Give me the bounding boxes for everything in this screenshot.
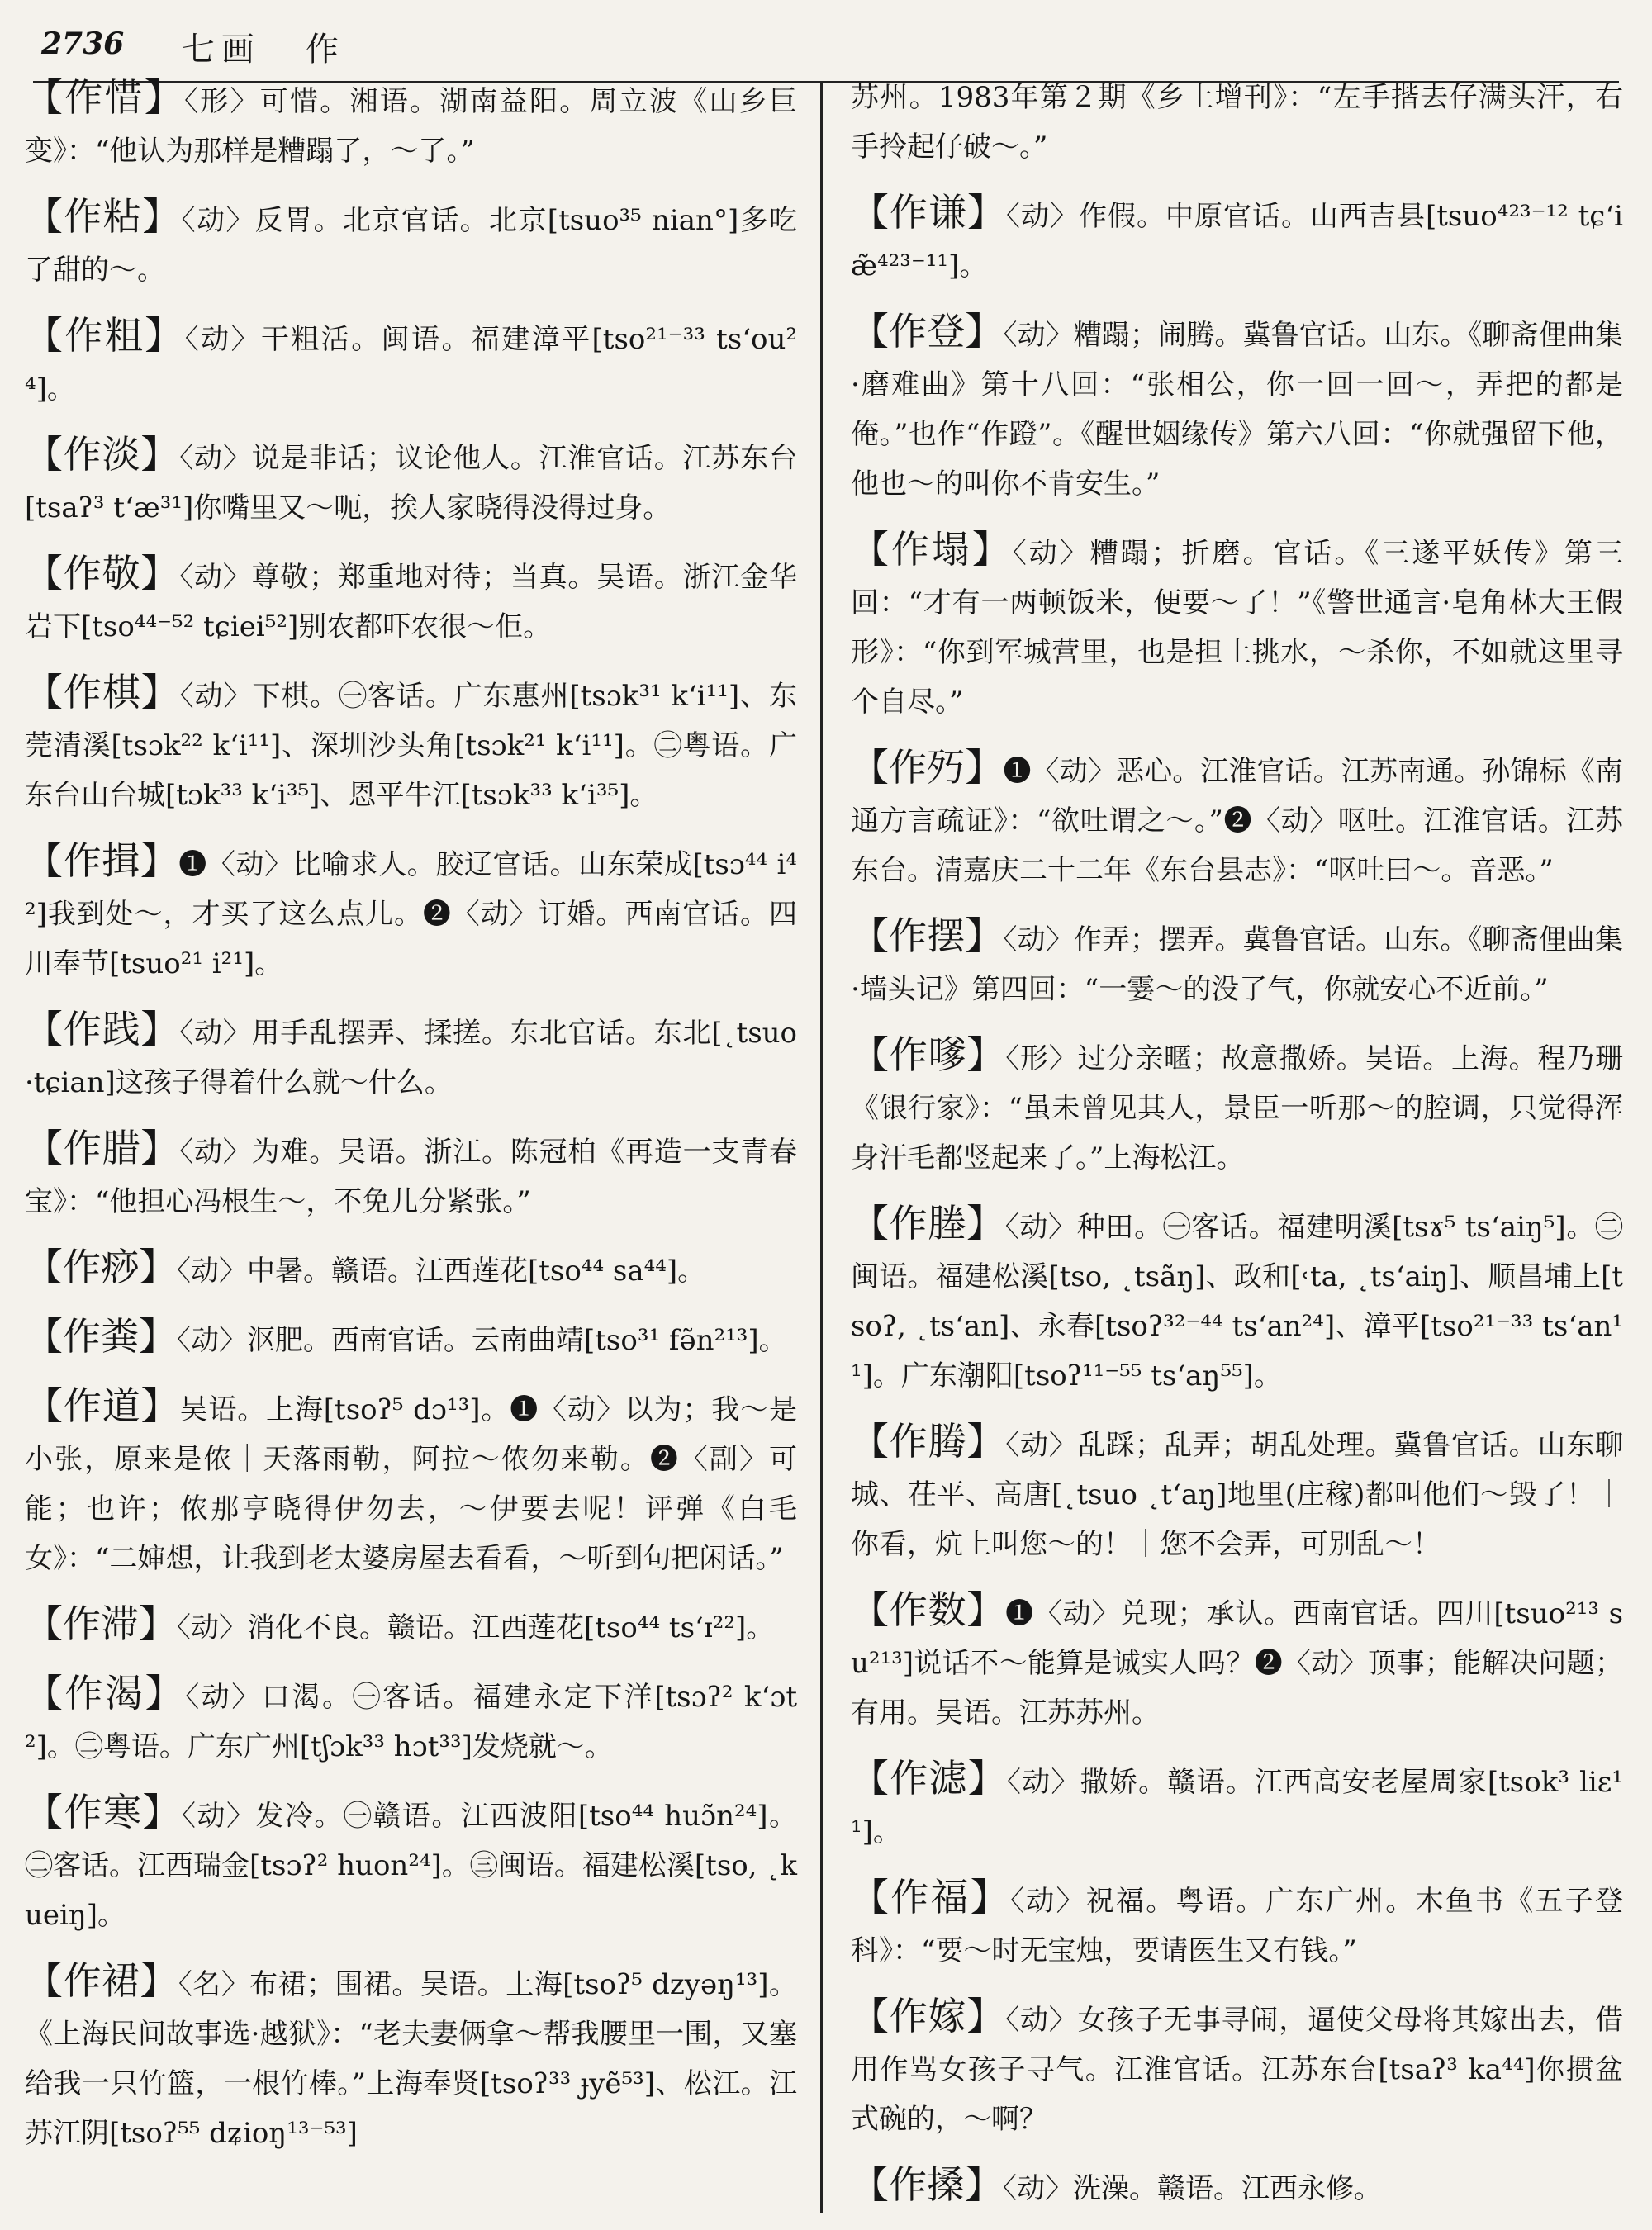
dictionary-entry (851, 306, 1623, 509)
dictionary-entry (25, 1312, 797, 1365)
dictionary-entry (851, 911, 1623, 1014)
dictionary-entry (25, 73, 797, 176)
entry-definition: 〈动〉糟蹋；折磨。官话。《三遂平妖传》第三回：“才有一两顿饭米，便要～了！”《警世通言·皂角林大王假形》：“你到军城营里，也是担土挑水，～杀你，不如就这里寻个自尽。” (851, 537, 1624, 719)
dictionary-entry (25, 1123, 797, 1226)
entry-headword: 【作登】 (851, 309, 1004, 353)
entry-definition: 〈动〉说是非话；议论他人。江淮官话。江苏东台[tsaʔ³ t‘æ³¹]你嘴里又～呃，挨人家晓得没得过身。 (25, 442, 798, 524)
entry-headword: 【作腊】 (25, 1126, 180, 1170)
entry-headword: 【作搡】 (851, 2162, 1003, 2207)
entry-definition: 〈动〉洗澡。赣语。江西永修。 (1003, 2172, 1382, 2205)
entry-headword: 【作福】 (851, 1875, 1010, 1919)
entry-definition: ❶〈动〉恶心。江淮官话。江苏南通。孙锦标《南通方言疏证》：“欲吐谓之～。”❷〈动〉呕吐。江淮官话。江苏东台。清嘉庆二十二年《东台县志》：“呕吐曰～。音恶。” (851, 755, 1624, 887)
entry-headword: 【作谦】 (851, 190, 1006, 235)
dictionary-entry (851, 743, 1623, 895)
entry-definition: 〈动〉女孩子无事寻闹，逼使父母将其嫁出去，借用作骂女孩子寻气。江淮官话。江苏东台[tsaʔ³ ka⁴⁴]你掼盆式碗的，～啊？ (851, 2004, 1624, 2136)
entry-definition: 吴语。上海[tsoʔ⁵ dɔ¹³]。❶〈动〉以为；我～是小张，原来是侬｜天落雨勒，阿拉～侬勿来勒。❷〈副〉可能；也许；侬那亨晓得伊勿去，～伊要去呢！评弹《白毛女》：“二婶想，让我到老太婆房屋去看看，～听到句把闲话。” (25, 1393, 798, 1575)
entry-definition: ❶〈动〉兑现；承认。西南官话。四川[tsuo²¹³ su²¹³]说话不～能算是诚实人吗？❷〈动〉顶事；能解决问题；有用。吴语。江苏苏州。 (851, 1597, 1624, 1729)
entry-definition: 〈动〉撒娇。赣语。江西高安老屋周家[tsok³ liɛ¹¹]。 (851, 1766, 1623, 1848)
dictionary-entry (25, 1668, 797, 1772)
entry-definition: 〈动〉乱踩；乱弄；胡乱处理。冀鲁官话。山东聊城、茌平、高唐[˛tsuo ˛t‘aŋ]地里(庄稼)都叫他们～毁了！｜你看，炕上叫您～的！｜您不会弄，可别乱～！ (851, 1429, 1624, 1561)
entry-definition: 〈动〉作假。中原官话。山西吉县[tsuo⁴²³⁻¹² tɕ‘iæ̃⁴²³⁻¹¹]。 (851, 200, 1623, 282)
dictionary-entry (25, 667, 797, 820)
entry-headword: 【作粪】 (25, 1314, 177, 1359)
entry-definition: 〈动〉下棋。㊀客话。广东惠州[tsɔk³¹ k‘i¹¹]、东莞清溪[tsɔk²² k‘i¹¹]、深圳沙头角[tsɔk²¹ k‘i¹¹]。㊁粤语。广东台山台城[tɔk³³ k‘i³⁵]、恩平牛江[tsɔk³³ k‘i³⁵]。 (25, 680, 797, 812)
entry-definition: 〈形〉可惜。湘语。湖南益阳。周立波《山乡巨变》：“他认为那样是糟蹋了，～了。” (25, 85, 797, 168)
entry-definition: 〈动〉中暑。赣语。江西莲花[tso⁴⁴ sa⁴⁴]。 (177, 1255, 706, 1288)
dictionary-entry (851, 1198, 1623, 1401)
entry-headword: 【作滞】 (25, 1601, 177, 1646)
dictionary-entry (25, 1956, 797, 2158)
entry-headword: 【作滤】 (851, 1756, 1007, 1801)
entry-definition: 〈动〉消化不良。赣语。江西莲花[tso⁴⁴ ts‘ɪ²²]。 (177, 1611, 775, 1644)
entry-definition: 〈动〉为难。吴语。浙江。陈冠柏《再造一支青春宝》：“他担心冯根生～，不免儿分紧张。” (25, 1136, 798, 1218)
dictionary-entry (25, 1004, 797, 1108)
dictionary-entry (25, 1242, 797, 1296)
dictionary-entry (851, 1991, 1623, 2144)
entry-headword: 【作裙】 (25, 1958, 178, 2003)
page-number: 2736 (41, 26, 125, 61)
entry-headword: 【作敬】 (25, 551, 180, 595)
entry-headword: 【作腾】 (851, 1419, 1006, 1464)
section-character: 作 (306, 31, 339, 69)
dictionary-entry (25, 548, 797, 652)
entry-definition: 〈动〉作弄；摆弄。冀鲁官话。山东。《聊斋俚曲集·墙头记》第四回：“一霎～的没了气，你就安心不近前。” (851, 923, 1624, 1006)
dictionary-entry (851, 1872, 1623, 1976)
entry-definition: 〈动〉种田。㊀客话。福建明溪[tsɤ⁵ ts‘aiŋ⁵]。㊁闽语。福建松溪[tso, ˛tsãŋ]、政和[˓ta, ˛ts‘aiŋ]、顺昌埔上[tsoʔ, ˛ts‘an]、永春[tsoʔ³²⁻⁴⁴ ts‘an²⁴]、漳平[tso²¹⁻³³ ts‘an¹¹]。广东潮阳[tsoʔ¹¹⁻⁵⁵ ts‘aŋ⁵⁵]。 (851, 1211, 1624, 1393)
entry-definition: 〈动〉用手乱摆弄、揉搓。东北官话。东北[˛tsuo ·tɕian]这孩子得着什么就～什么。 (25, 1017, 798, 1099)
dictionary-entry (25, 836, 797, 989)
entry-definition: 〈动〉口渴。㊀客话。福建永定下洋[tsɔʔ² k‘ɔt²]。㊁粤语。广东广州[tʃɔk³³ hɔt³³]发烧就～。 (25, 1681, 797, 1763)
dictionary-entry (851, 1753, 1623, 1857)
entry-headword: 【作道】 (25, 1383, 180, 1428)
entry-definition: 〈动〉祝福。粤语。广东广州。木鱼书《五子登科》：“要～时无宝烛，要请医生又冇钱。” (851, 1885, 1623, 1967)
entry-definition: ❶〈动〉比喻求人。胶辽官话。山东荣成[tsɔ⁴⁴ i⁴²]我到处～，才买了这么点儿。❷〈动〉订婚。西南官话。四川奉节[tsuo²¹ i²¹]。 (25, 848, 797, 980)
entry-definition: 〈动〉干粗活。闽语。福建漳平[tso²¹⁻³³ ts‘ou²⁴]。 (25, 323, 798, 406)
continuation-text: 苏州。1983年第２期《乡土增刊》：“左手揩去仔满头汗，右手拎起仔破～。” (851, 81, 1623, 164)
entry-definition: 〈名〉布裙；围裙。吴语。上海[tsoʔ⁵ dzyəŋ¹³]。《上海民间故事选·越狱》：“老夫妻俩拿～帮我腰里一围，又塞给我一只竹篮，一根竹棒。”上海奉贤[tsoʔ³³ ɟyẽ⁵³]、松江。江苏江阴[tsoʔ⁵⁵ dʑioŋ¹³⁻⁵³] (25, 1968, 797, 2150)
entry-definition: 〈动〉发冷。㊀赣语。江西波阳[tso⁴⁴ huɔ̃n²⁴]。㊁客话。江西瑞金[tsɔʔ² huon²⁴]。㊂闽语。福建松溪[tso, ˛kueiŋ]。 (25, 1800, 798, 1932)
dictionary-entry (25, 1381, 797, 1583)
entry-headword: 【作嫁】 (851, 1994, 1006, 2038)
right-entries (851, 187, 1623, 2213)
left-column (25, 73, 797, 2174)
entry-definition: 〈动〉沤肥。西南官话。云南曲靖[tso³¹ fə̃n²¹³]。 (177, 1324, 787, 1357)
entry-headword: 【作渴】 (25, 1671, 186, 1715)
dictionary-entry (851, 524, 1623, 727)
entry-headword: 【作践】 (25, 1007, 180, 1051)
page-header (33, 23, 1619, 73)
section-title: 七画 (182, 31, 261, 69)
entry-definition: 〈动〉反胃。北京官话。北京[tsuo³⁵ nian°]多吃了甜的～。 (25, 204, 798, 287)
entry-headword: 【作㱙】 (851, 745, 1004, 790)
dictionary-entry (25, 1787, 797, 1940)
entry-headword: 【作痧】 (25, 1245, 177, 1289)
entry-headword: 【作嗲】 (851, 1032, 1006, 1077)
entry-headword: 【作摆】 (851, 913, 1004, 958)
entry-headword: 【作数】 (851, 1587, 1006, 1632)
dictionary-entry (25, 192, 797, 295)
dictionary-entry (851, 1416, 1623, 1569)
dictionary-entry (851, 1030, 1623, 1183)
entry-headword: 【作惜】 (25, 75, 184, 120)
dictionary-entry (851, 1585, 1623, 1738)
column-divider (820, 83, 823, 2213)
right-column (851, 73, 1623, 2229)
dictionary-entry (25, 1599, 797, 1653)
entry-headword: 【作淡】 (25, 432, 180, 477)
entry-definition: 〈动〉糟蹋；闹腾。冀鲁官话。山东。《聊斋俚曲集·磨难曲》第十八回：“张相公，你一回一回～，弄把的都是俺。”也作“作蹬”。《醒世姻缘传》第六八回：“你就强留下他，他也～的叫你不肯安生。” (851, 319, 1624, 501)
entry-headword: 【作寒】 (25, 1790, 182, 1834)
entry-headword: 【作塌】 (851, 527, 1013, 572)
dictionary-entry (851, 2160, 1623, 2213)
entry-headword: 【作塍】 (851, 1201, 1005, 1245)
entry-definition: 〈动〉尊敬；郑重地对待；当真。吴语。浙江金华岩下[tso⁴⁴⁻⁵² tɕiei⁵²]别农都吓农很～佢。 (25, 561, 798, 643)
entry-headword: 【作棋】 (25, 670, 180, 714)
entry-definition: 〈形〉过分亲暱；故意撒娇。吴语。上海。程乃珊《银行家》：“虽未曾见其人，景臣一听那～的腔调，只觉得浑身汗毛都竖起来了。”上海松江。 (851, 1042, 1624, 1174)
dictionary-entry (851, 187, 1623, 291)
entry-headword: 【作粗】 (25, 313, 185, 358)
dictionary-entry (25, 429, 797, 533)
dictionary-entry (25, 311, 797, 414)
entry-headword: 【作揖】 (25, 838, 179, 883)
entry-headword: 【作粘】 (25, 194, 182, 239)
